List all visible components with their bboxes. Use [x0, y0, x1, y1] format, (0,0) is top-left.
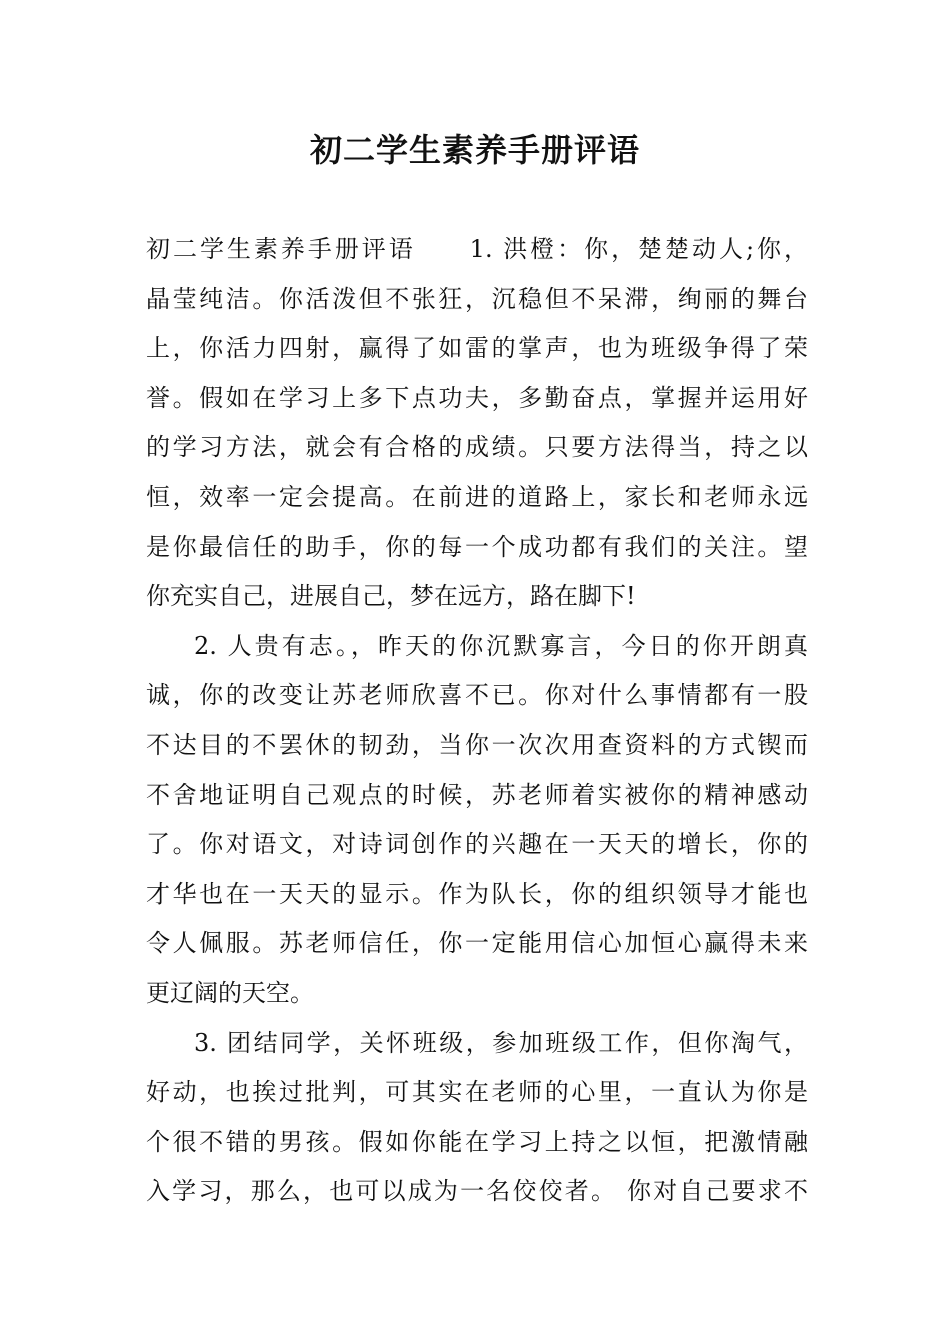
text-line: 不达目的不罢休的韧劲，当你一次次用查资料的方式锲而	[146, 730, 808, 759]
text-line: 2. 人贵有志。，昨天的你沉默寡言，今日的你开朗真	[194, 631, 808, 660]
text-line: 晶莹纯洁。你活泼但不张狂，沉稳但不呆滞，绚丽的舞台	[146, 284, 808, 313]
text-line: 誉。假如在学习上多下点功夫，多勤奋点，掌握并运用好	[146, 383, 808, 412]
text-line: 好动，也挨过批判，可其实在老师的心里，一直认为你是	[146, 1078, 808, 1107]
paragraph-2	[146, 622, 808, 1019]
document-body	[146, 225, 808, 1217]
text-line: 上，你活力四射，赢得了如雷的掌声，也为班级争得了荣	[146, 334, 808, 363]
text-line: 令人佩服。苏老师信任，你一定能用信心加恒心赢得未来	[146, 929, 808, 958]
text-line: 诚，你的改变让苏老师欣喜不已。你对什么事情都有一股	[146, 681, 808, 710]
text-line: 才华也在一天天的显示。作为队长，你的组织领导才能也	[146, 879, 808, 908]
text-line: 恒，效率一定会提高。在前进的道路上，家长和老师永远	[146, 482, 808, 511]
text-line: 入学习，那么，也可以成为一名佼佼者。 你对自己要求不	[146, 1177, 808, 1206]
text-line: 你充实自己，进展自己，梦在远方，路在脚下!	[146, 582, 636, 611]
text-line: 是你最信任的助手，你的每一个成功都有我们的关注。望	[146, 532, 808, 561]
paragraph-1	[146, 225, 808, 622]
text-line: 不舍地证明自己观点的时候，苏老师着实被你的精神感动	[146, 780, 808, 809]
text-line: 初二学生素养手册评语 1. 洪橙：你，楚楚动人;你，	[146, 235, 808, 263]
document-title: 初二学生素养手册评语	[309, 131, 640, 169]
paragraph-3	[146, 1019, 808, 1217]
text-line: 个很不错的男孩。假如你能在学习上持之以恒，把激情融	[146, 1127, 808, 1156]
text-line: 更辽阔的天空。	[146, 978, 314, 1007]
text-line: 了。你对语文，对诗词创作的兴趣在一天天的增长，你的	[146, 830, 808, 859]
text-line: 3. 团结同学，关怀班级，参加班级工作，但你淘气，	[194, 1028, 808, 1057]
text-line: 的学习方法，就会有合格的成绩。只要方法得当，持之以	[146, 433, 808, 462]
